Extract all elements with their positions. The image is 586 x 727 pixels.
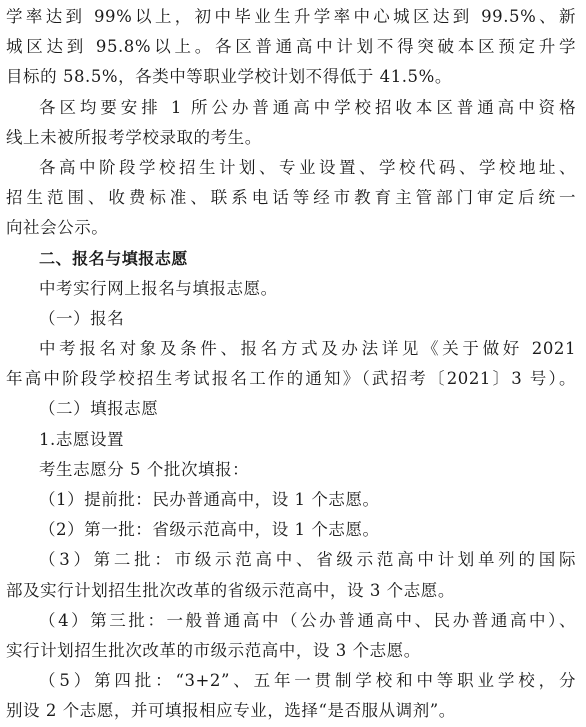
text-line: 年高中阶段学校招生考试报名工作的通知》（武招考〔2021〕3 号）。: [6, 369, 576, 389]
text-line: （一）报名: [39, 308, 125, 328]
text-line: 学率达到 99%以上，初中毕业生升学率中心城区达到 99.5%、新: [6, 7, 576, 26]
text-line: 考生志愿分 5 个批次填报：: [39, 459, 250, 479]
text-line: 向社会公示。: [6, 218, 109, 238]
text-line: 部及实行计划招生批次改革的省级示范高中，设 3 个志愿。: [6, 580, 455, 600]
text-line: 招生范围、收费标准、联系电话等经市教育主管部门审定后统一: [6, 188, 576, 208]
text-line: 1.志愿设置: [39, 429, 125, 449]
document-body: [6, 2, 576, 727]
text-line: 别设 2 个志愿，并可填报相应专业，选择“是否服从调剂”。: [6, 701, 456, 721]
text-line: （2）第一批：省级示范高中，设 1 个志愿。: [39, 520, 380, 540]
text-line: 中考实行网上报名与填报志愿。: [39, 278, 278, 298]
text-line: 实行计划招生批次改革的市级示范高中，设 3 个志愿。: [6, 640, 421, 660]
section-heading: 二、报名与填报志愿: [39, 248, 188, 268]
text-line: （4）第三批：一般普通高中（公办普通高中、民办普通高中）、: [39, 610, 576, 630]
text-line: 各区均要安排 1 所公办普通高中学校招收本区普通高中资格: [39, 97, 576, 117]
text-line: 中考报名对象及条件、报名方式及办法详见《关于做好 2021: [39, 339, 576, 359]
text-line: （3）第二批：市级示范高中、省级示范高中计划单列的国际: [39, 550, 576, 570]
text-line: （二）填报志愿: [39, 399, 159, 419]
text-line: （5）第四批：“3+2”、五年一贯制学校和中等职业学校，分: [39, 671, 576, 691]
text-line: （1）提前批：民办普通高中，设 1 个志愿。: [39, 490, 380, 509]
text-line: 线上未被所报考学校录取的考生。: [6, 127, 262, 147]
text-line: 目标的 58.5%，各类中等职业学校计划不得低于 41.5%。: [6, 67, 452, 87]
text-line: 各高中阶段学校招生计划、专业设置、学校代码、学校地址、: [39, 157, 576, 177]
text-line: 城区达到 95.8%以上。各区普通高中计划不得突破本区预定升学: [6, 37, 576, 57]
